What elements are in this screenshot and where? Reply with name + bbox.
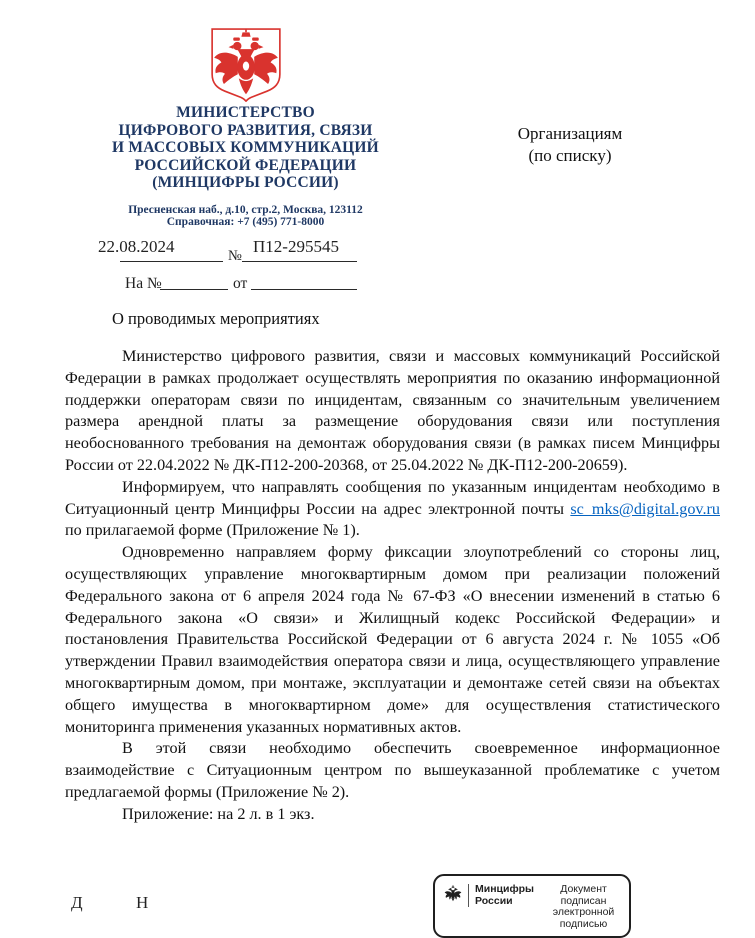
reply-ot-label: от — [233, 275, 248, 292]
stamp-org-line: Минцифры — [475, 883, 535, 895]
ministry-name-line: (МИНЦИФРЫ РОССИИ) — [152, 174, 339, 192]
paragraph-4: В этой связи необходимо обеспечить своевременное информационное взаимодействие с Ситуационным центром по вышеуказанной проблематике с учетом предлагаемой формы (Приложение № 2). — [65, 739, 720, 801]
recipient-line: Организациям — [517, 124, 623, 143]
paragraph-2-text-before: Информируем, что направлять сообщения по указанным инцидентам необходимо в Ситуационный центр Минцифры России на адрес электронной почты — [65, 477, 720, 518]
ministry-name-line: И МАССОВЫХ КОММУНИКАЦИЙ — [112, 139, 379, 157]
russia-coat-of-arms-icon — [207, 26, 285, 102]
subject-line: О проводимых мероприятиях — [112, 309, 320, 328]
paragraph-3: Одновременно направляем форму фиксации злоупотреблений со стороны лиц, осуществляющих управление многоквартирным домом при реализации положений Федерального закона от 6 апреля 2024 года № 67-ФЗ «О внесении изменений в статью 6 Федерального закона «О связи» и Жилищный кодекс Российской Федерации» и постановления Правительства Российской Федерации от 6 августа 2024 г. № 1055 «Об утверждении Правил взаимодействия оператора связи и лица, осуществляющего управление многоквартирным домом, при монтаже, эксплуатации и демонтаже сетей связи на объектах общего имущества в многоквартирном доме» для осуществления статистического мониторинга применения указанных нормативных актов. — [65, 543, 720, 736]
letter-number: П12-295545 — [253, 237, 339, 256]
paragraph-2 — [65, 477, 720, 542]
signature-fragment: Д — [71, 893, 83, 912]
ministry-name-line: ЦИФРОВОГО РАЗВИТИЯ, СВЯЗИ — [118, 121, 373, 139]
reply-date-blank-line — [251, 289, 357, 290]
paragraph-1: Министерство цифрового развития, связи и массовых коммуникаций Российской Федерации в рамках продолжает осуществлять мероприятия по оказанию информационной поддержки операторам связи по инцидентам, связанным со значительным увеличением размера арендной платы за размещение оборудования связи или поступления необоснованного требования на демонтаж оборудования связи (в рамках писем Минцифры России от 22.04.2022 № ДК-П12-200-20368, от 25.04.2022 № ДК-П12-200-20659). — [65, 347, 720, 474]
reply-na-label: На № — [125, 275, 162, 292]
recipient-line: (по списку) — [528, 146, 612, 165]
reply-number-blank-line — [160, 289, 228, 290]
letterhead-phone: Справочная: +7 (495) 771-8000 — [166, 216, 325, 229]
letter-date: 22.08.2024 — [98, 237, 175, 256]
recipient-block — [495, 123, 645, 167]
ministry-name-line: РОССИЙСКОЙ ФЕДЕРАЦИИ — [134, 156, 357, 174]
letter-body — [65, 346, 720, 826]
number-label: № — [228, 248, 242, 264]
attachment-note: Приложение: на 2 л. в 1 экз. — [122, 804, 315, 823]
letterhead-address: Пресненская наб., д.10, стр.2, Москва, 123112 — [128, 203, 363, 216]
date-blank-line — [120, 261, 223, 262]
signature-fragment: Н — [136, 893, 149, 912]
stamp-signed-text — [545, 884, 622, 930]
stamp-signed-line: электронной подписью — [552, 906, 615, 930]
email-link[interactable]: sc_mks@digital.gov.ru — [570, 499, 720, 518]
letterhead-contacts — [88, 204, 403, 229]
letterhead — [88, 26, 403, 229]
russia-eagle-icon — [444, 885, 462, 903]
stamp-org-line: России — [475, 894, 513, 907]
ministry-name — [88, 104, 403, 192]
esignature-stamp — [433, 874, 631, 938]
stamp-signed-line: Документ подписан — [560, 883, 607, 907]
ministry-name-line: МИНИСТЕРСТВО — [176, 104, 315, 121]
number-blank-line — [242, 261, 357, 262]
paragraph-2-text-after: по прилагаемой форме (Приложение № 1). — [65, 521, 360, 540]
